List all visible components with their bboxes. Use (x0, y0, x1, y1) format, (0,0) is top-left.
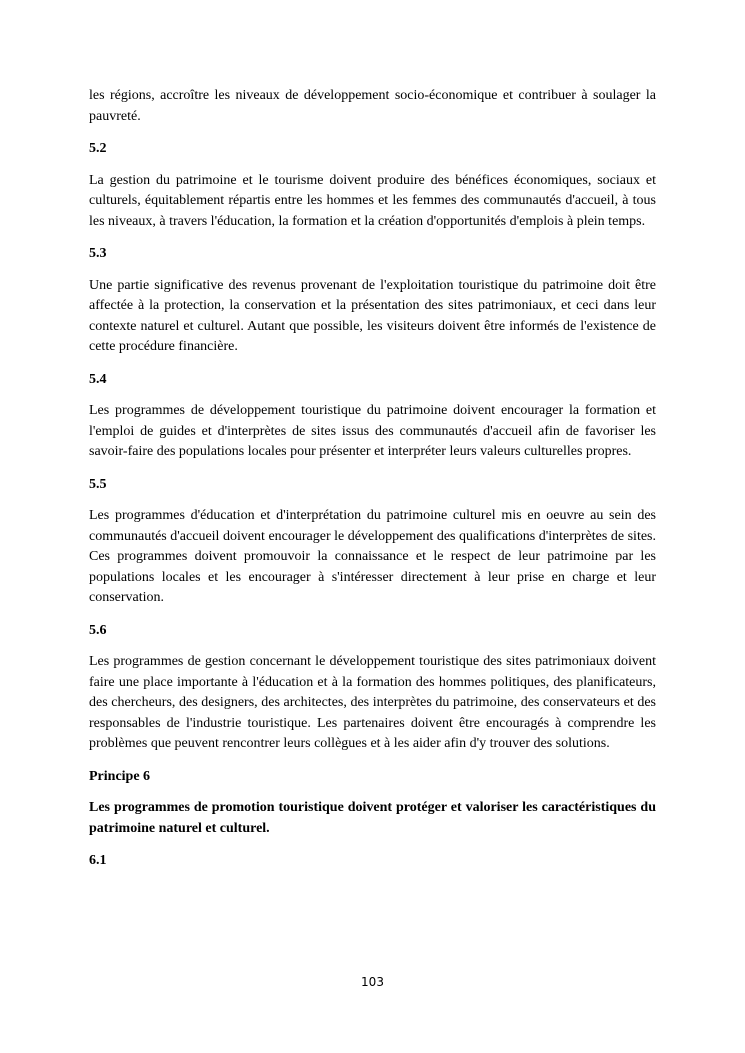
principle-heading-6: Principe 6 (89, 768, 151, 784)
principle-6-statement: Les programmes de promotion touristique doivent protéger et valoriser les caractéristiques du patrimoine naturel et culturel. (89, 800, 656, 836)
section-heading-5-4: 5.4 (89, 371, 107, 387)
paragraph-5-2: La gestion du patrimoine et le tourisme doivent produire des bénéfices économiques, sociaux et culturels, équitablement répartis entre les hommes et les femmes des communautés d'accueil, à tous les niveaux, à travers l'éducation, la formation et la création d'opportunités d'emplois à plein temps. (89, 172, 656, 229)
paragraph-5-4: Les programmes de développement touristique du patrimoine doivent encourager la formation et l'emploi de guides et d'interprètes de sites issus des communautés d'accueil afin de favoriser les savoir-faire des populations locales pour présenter et interpréter leurs valeurs culturelles propres. (89, 403, 656, 459)
paragraph-5-6: Les programmes de gestion concernant le développement touristique des sites patrimoniaux doivent faire une place importante à l'éducation et à la formation des hommes politiques, des planificateurs, des chercheurs, des designers, des architectes, des interprètes du patrimoine, des conservateurs et des responsables de l'industrie touristique. Les partenaires doivent être encouragés à comprendre les problèmes que peuvent rencontrer leurs collègues et à les aider afin d'y trouver des solutions. (89, 654, 656, 751)
paragraph-5-5: Les programmes d'éducation et d'interprétation du patrimoine culturel mis en oeuvre au sein des communautés d'accueil doivent encourager le développement des qualifications d'interprètes de sites. Ces programmes doivent promouvoir la connaissance et le respect de leur patrimoine par les populations locales et les encourager à s'intéresser directement à leur prise en charge et leur conservation. (89, 508, 656, 605)
page-number: 103 (361, 975, 384, 989)
document-page (89, 86, 656, 883)
section-heading-5-2: 5.2 (89, 141, 107, 156)
section-heading-6-1: 6.1 (89, 853, 107, 868)
section-heading-5-3: 5.3 (89, 246, 107, 261)
paragraph-intro-continuation: les régions, accroître les niveaux de développement socio-économique et contribuer à soulager la pauvreté. (89, 88, 656, 124)
section-heading-5-5: 5.5 (89, 476, 107, 492)
paragraph-5-3: Une partie significative des revenus provenant de l'exploitation touristique du patrimoine doit être affectée à la protection, la conservation et la présentation des sites patrimoniaux, et ceci dans leur contexte naturel et culturel. Autant que possible, les visiteurs doivent être informés de l'existence de cette procédure financière. (89, 277, 656, 354)
section-heading-5-6: 5.6 (89, 622, 107, 638)
